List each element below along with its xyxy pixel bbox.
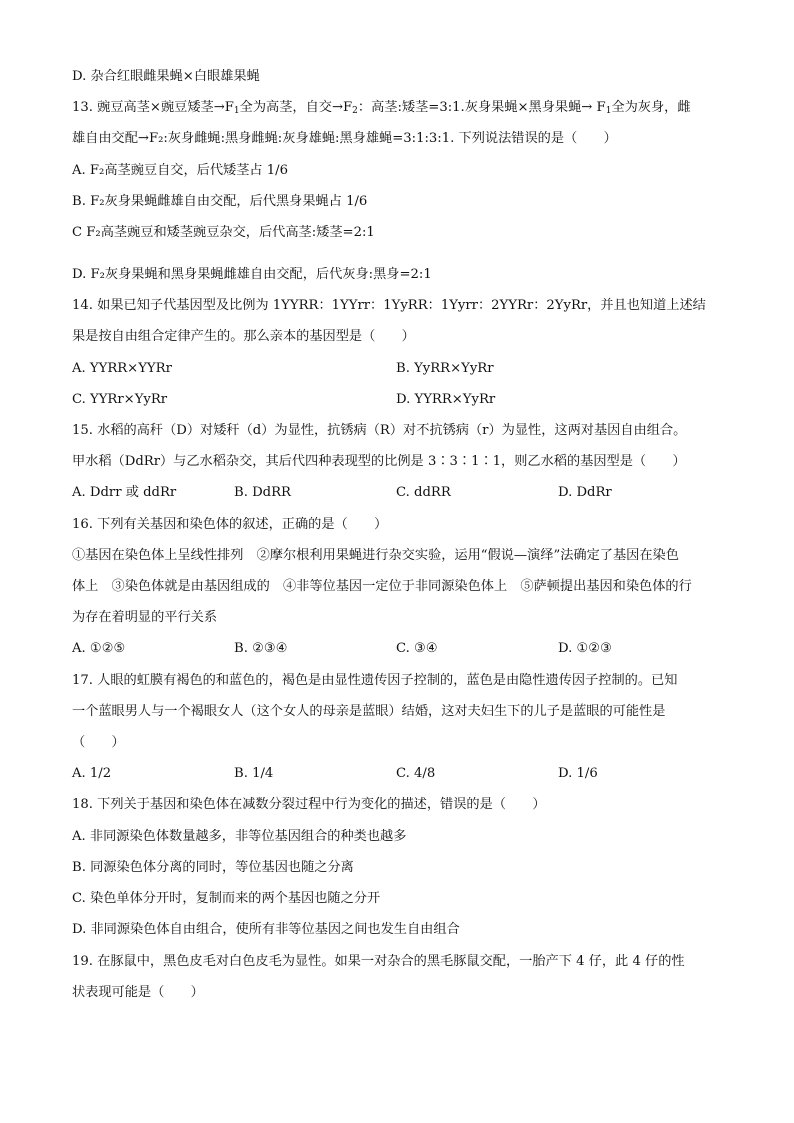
q14-stem-line-2: 果是按自由组合定律产生的。那么亲本的基因型是（ ） (72, 329, 415, 344)
q14-option-c: C. YYRr×YyRr (72, 392, 168, 407)
q13-option-c: C F₂高茎豌豆和矮茎豌豆杂交，后代高茎:矮茎=2:1 (72, 225, 375, 240)
q15-option-d: D. DdRr (558, 485, 612, 500)
q16-option-d: D. ①②③ (558, 641, 612, 656)
q18-option-b: B. 同源染色体分离的同时，等位基因也随之分离 (72, 860, 354, 875)
q14-option-a: A. YYRR×YYRr (72, 361, 172, 376)
q15-option-c: C. ddRR (396, 485, 451, 500)
q18-option-c: C. 染色单体分开时，复制而来的两个基因也随之分开 (72, 891, 381, 906)
q16-stem-line-2: ①基因在染色体上呈线性排列 ②摩尔根利用果蝇进行杂交实验，运用“假说—演绎”法确定了基因在染色 (72, 548, 679, 563)
q16-option-b: B. ②③④ (234, 641, 288, 656)
q13-option-d: D. F₂灰身果蝇和黑身果蝇雌雄自由交配，后代灰身:黑身=2:1 (72, 267, 432, 282)
q13-stem-line-2: 雄自由交配→F₂:灰身雌蝇:黑身雌蝇:灰身雄蝇:黑身雄蝇=3:1:3:1. 下列说法错误的是（ ） (72, 131, 617, 146)
q13-option-b: B. F₂灰身果蝇雌雄自由交配，后代黑身果蝇占 1/6 (72, 194, 368, 209)
q17-stem-line-1: 17. 人眼的虹膜有褐色的和蓝色的，褐色是由显性遗传因子控制的，蓝色是由隐性遗传因子控制的。已知 (72, 673, 678, 688)
q16-stem-line-3: 体上 ③染色体就是由基因组成的 ④非等位基因一定位于非同源染色体上 ⑤萨顿提出基因和染色体的行 (72, 579, 692, 594)
q15-option-b: B. DdRR (234, 485, 291, 500)
q17-option-c: C. 4/8 (396, 766, 436, 781)
q12-option-d: D. 杂合红眼雌果蝇×白眼雄果蝇 (72, 69, 260, 84)
q15-stem-line-2: 甲水稻（DdRr）与乙水稻杂交，其后代四种表现型的比例是 3∶3∶1∶1，则乙水稻的基因型是（ ） (72, 454, 686, 469)
q17-option-b: B. 1/4 (234, 766, 274, 781)
q14-option-b: B. YyRR×YyRr (396, 361, 494, 376)
q13-option-a: A. F₂高茎豌豆自交，后代矮茎占 1/6 (72, 163, 289, 178)
q19-stem-line-1: 19. 在豚鼠中，黑色皮毛对白色皮毛为显性。如果一对杂合的黑毛豚鼠交配，一胎产下 4 仔，此 4 仔的性 (72, 954, 685, 969)
q16-option-a: A. ①②⑤ (72, 641, 126, 656)
q17-stem-line-3: （ ） (72, 735, 125, 750)
q18-option-a: A. 非同源染色体数量越多，非等位基因组合的种类也越多 (72, 829, 407, 844)
q14-option-d: D. YYRR×YyRr (396, 392, 496, 407)
q13-stem-line-1: 13. 豌豆高茎×豌豆矮茎$\to F_1$全为高茎，自交$\to F_2$：高茎:矮茎=3:1.灰身果蝇×黑身果蝇→ $F_1$全为灰身，雌 (72, 100, 691, 116)
q16-stem-line-1: 16. 下列有关基因和染色体的叙述，正确的是（ ） (72, 517, 388, 532)
q18-option-d: D. 非同源染色体自由组合，使所有非等位基因之间也发生自由组合 (72, 922, 460, 937)
q14-stem-line-1: 14. 如果已知子代基因型及比例为 1YYRR：1YYrr：1YyRR：1Yyrr：2YYRr：2YyRr，并且也知道上述结 (72, 298, 706, 313)
q16-stem-line-4: 为存在着明显的平行关系 (72, 610, 218, 625)
q17-option-a: A. 1/2 (72, 766, 112, 781)
q17-stem-line-2: 一个蓝眼男人与一个褐眼女人（这个女人的母亲是蓝眼）结婚，这对夫妇生下的儿子是蓝眼的可能性是 (72, 704, 666, 719)
q19-stem-line-2: 状表现可能是（ ） (72, 985, 204, 1000)
q17-option-d: D. 1/6 (558, 766, 598, 781)
q15-stem-line-1: 15. 水稻的高秆（D）对矮秆（d）为显性，抗锈病（R）对不抗锈病（r）为显性，这两对基因自由组合。 (72, 423, 687, 438)
q15-option-a: A. Ddrr 或 ddRr (72, 485, 177, 500)
q16-option-c: C. ③④ (396, 641, 438, 656)
q18-stem: 18. 下列关于基因和染色体在减数分裂过程中行为变化的描述，错误的是（ ） (72, 797, 546, 812)
